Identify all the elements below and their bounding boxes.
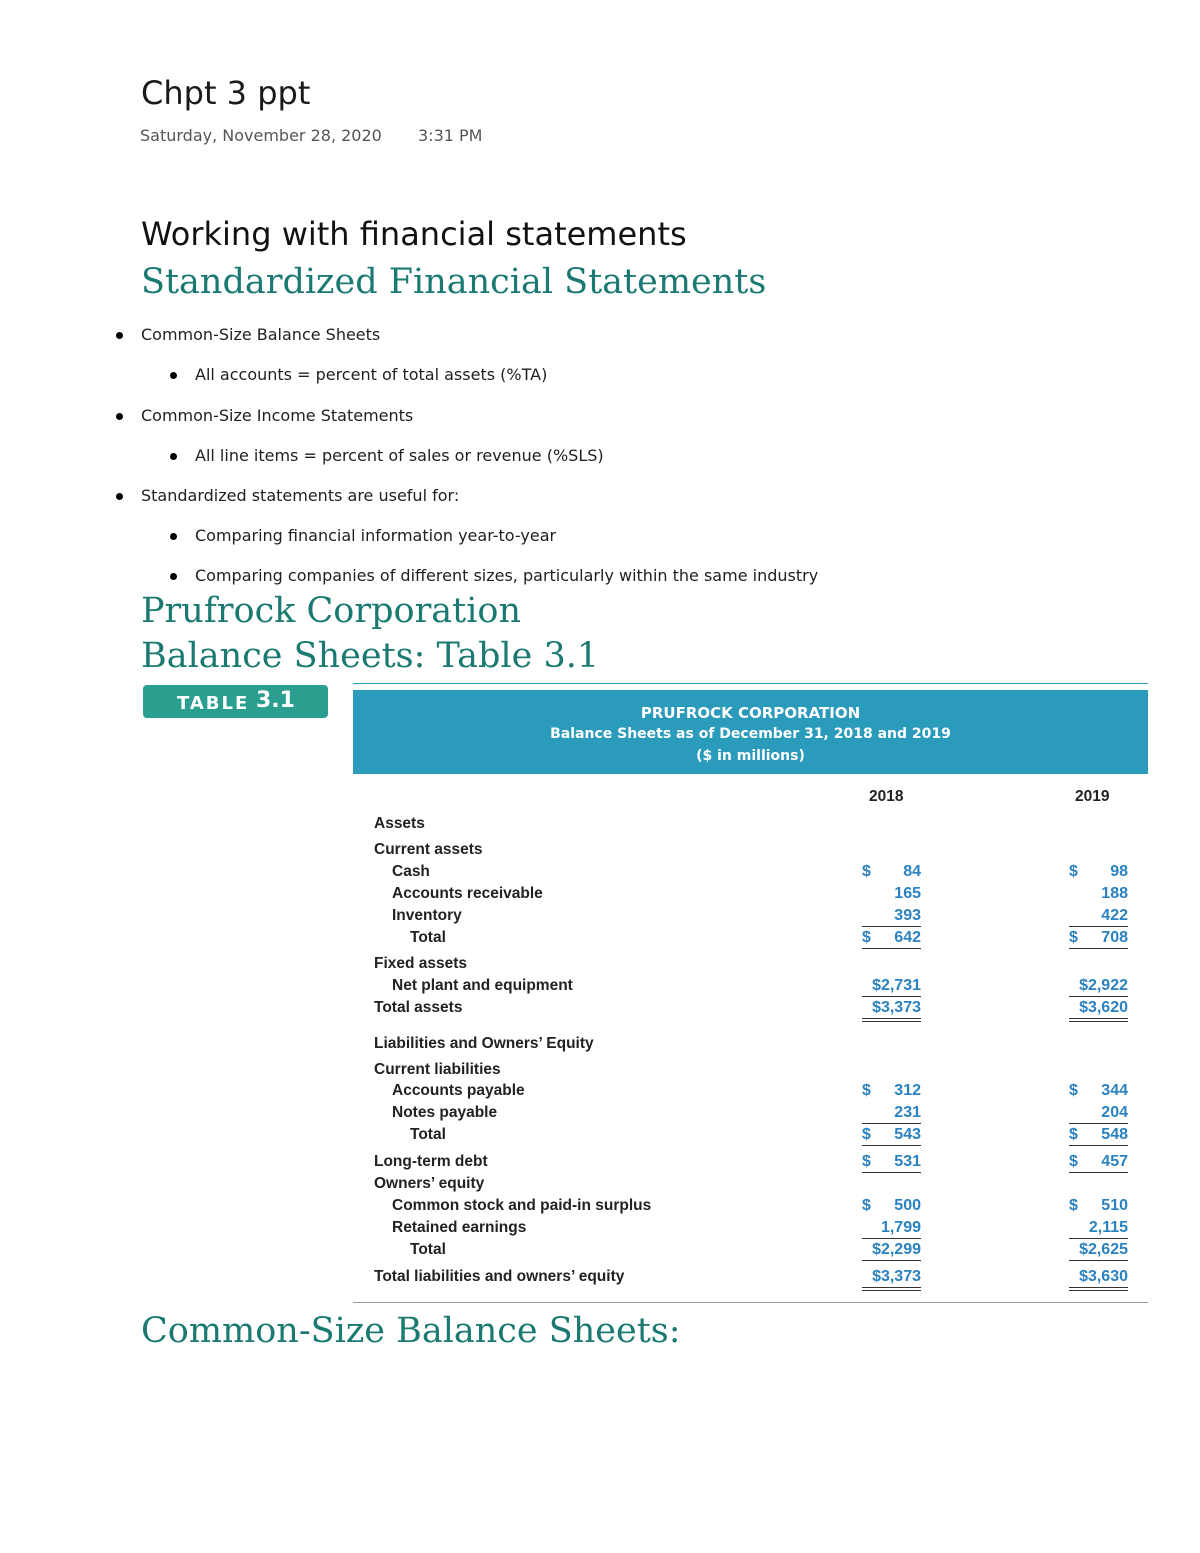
underline: [862, 1145, 921, 1146]
bullet-item: [141, 325, 380, 344]
value-text: $2,625: [1079, 1241, 1128, 1258]
row-label: Retained earnings: [392, 1219, 527, 1236]
bullet-item: [195, 526, 556, 545]
value-cell: [1069, 1219, 1128, 1239]
value-text: 204: [1101, 1104, 1128, 1121]
dollar-sign: $: [1069, 1197, 1078, 1214]
bullet-text: All accounts = percent of total assets (%TA): [195, 365, 548, 384]
value-text: 2,115: [1088, 1219, 1128, 1236]
row-label: Net plant and equipment: [392, 977, 573, 994]
value-text: 393: [894, 907, 921, 924]
value-cell: [862, 1268, 921, 1288]
row-label: Inventory: [392, 907, 462, 924]
page-time: 3:31 PM: [418, 126, 483, 145]
row-label: Total: [410, 1241, 446, 1258]
value-text: 231: [894, 1104, 921, 1121]
value-cell: [862, 1126, 921, 1146]
row-label: Common stock and paid-in surplus: [392, 1197, 652, 1214]
underline: [1069, 1238, 1128, 1239]
value-text: 165: [894, 885, 921, 902]
bullet-dot-icon: [116, 413, 123, 420]
underline: [1069, 1021, 1128, 1022]
underline: [862, 1123, 921, 1124]
bullet-item: [195, 446, 604, 465]
bullet-dot-icon: [170, 533, 177, 540]
row-label: Total assets: [374, 999, 463, 1016]
bullet-dot-icon: [116, 493, 123, 500]
value-text: 543: [894, 1126, 921, 1143]
bullet-dot-icon: [170, 372, 177, 379]
row-label: Accounts receivable: [392, 885, 543, 902]
underline: [1069, 1123, 1128, 1124]
value-cell: [1069, 929, 1128, 949]
row-label: Owners’ equity: [374, 1175, 485, 1192]
table-badge-word: TABLE: [177, 693, 250, 714]
value-cell: [1069, 1082, 1128, 1102]
row-label: Liabilities and Owners’ Equity: [374, 1035, 594, 1052]
value-text: 84: [903, 863, 921, 880]
table-badge-number: 3.1: [256, 688, 295, 713]
value-cell: [1069, 1197, 1128, 1217]
value-cell: [862, 1153, 921, 1173]
value-text: 1,799: [880, 1219, 921, 1236]
bullet-item: [141, 486, 459, 505]
underline: [1069, 1018, 1128, 1019]
underline: [862, 996, 921, 997]
dollar-sign: $: [1069, 1153, 1078, 1170]
heading-prufrock: Prufrock Corporation: [141, 591, 522, 631]
value-cell: [1069, 1126, 1128, 1146]
row-label: Long-term debt: [374, 1153, 488, 1170]
value-text: 422: [1101, 907, 1128, 924]
dollar-sign: $: [1069, 863, 1078, 880]
bullet-item: [195, 566, 818, 585]
value-text: 98: [1110, 863, 1128, 880]
bullet-dot-icon: [170, 573, 177, 580]
dollar-sign: $: [1069, 929, 1078, 946]
dollar-sign: $: [862, 1197, 871, 1214]
dollar-sign: $: [1069, 1126, 1078, 1143]
heading-standardized: Standardized Financial Statements: [141, 262, 767, 302]
underline: [1069, 926, 1128, 927]
value-cell: [1069, 1268, 1128, 1288]
value-cell: [1069, 907, 1128, 927]
table-top-rule: [353, 683, 1148, 684]
underline: [1069, 948, 1128, 949]
underline: [1069, 1290, 1128, 1291]
table-header-subtitle: Balance Sheets as of December 31, 2018 and 2019: [550, 726, 951, 742]
page-date: Saturday, November 28, 2020: [140, 126, 382, 145]
value-text: 312: [894, 1082, 921, 1099]
underline: [862, 1287, 921, 1288]
value-text: 188: [1101, 885, 1128, 902]
value-text: 642: [894, 929, 921, 946]
value-cell: [1069, 1104, 1128, 1124]
bullet-item: [195, 365, 547, 384]
underline: [862, 1290, 921, 1291]
underline: [862, 1260, 921, 1261]
row-label: Assets: [374, 815, 425, 832]
value-text: 510: [1101, 1197, 1128, 1214]
value-cell: [862, 863, 921, 883]
heading-common-size: Common-Size Balance Sheets:: [141, 1311, 681, 1351]
underline: [862, 926, 921, 927]
value-text: $2,299: [872, 1241, 921, 1258]
underline: [1069, 1260, 1128, 1261]
underline: [862, 948, 921, 949]
bullet-dot-icon: [170, 453, 177, 460]
row-label: Notes payable: [392, 1104, 498, 1121]
year-2019: 2019: [1075, 788, 1110, 805]
table-bottom-rule: [353, 1302, 1148, 1303]
heading-working: Working with financial statements: [141, 215, 687, 253]
dollar-sign: $: [862, 1153, 871, 1170]
value-cell: [862, 1241, 921, 1261]
dollar-sign: $: [862, 1082, 871, 1099]
value-text: 344: [1101, 1082, 1128, 1099]
value-cell: [862, 885, 921, 905]
dollar-sign: $: [1069, 1082, 1078, 1099]
value-cell: [862, 977, 921, 997]
bullet-text: Common-Size Balance Sheets: [141, 325, 381, 344]
underline: [1069, 1287, 1128, 1288]
value-cell: [1069, 1241, 1128, 1261]
row-label: Total: [410, 1126, 446, 1143]
dollar-sign: $: [862, 929, 871, 946]
value-cell: [862, 1104, 921, 1124]
bullet-dot-icon: [116, 332, 123, 339]
underline: [862, 1238, 921, 1239]
value-cell: [862, 1197, 921, 1217]
value-text: 531: [894, 1153, 921, 1170]
value-text: 708: [1101, 929, 1128, 946]
dollar-sign: $: [862, 1126, 871, 1143]
value-text: $3,630: [1079, 1268, 1128, 1285]
table-header-title: PRUFROCK CORPORATION: [640, 704, 861, 722]
value-cell: [862, 907, 921, 927]
table-header-units: ($ in millions): [696, 748, 805, 764]
underline: [1069, 996, 1128, 997]
row-label: Current liabilities: [374, 1061, 501, 1078]
value-cell: [862, 999, 921, 1019]
underline: [1069, 1145, 1128, 1146]
value-cell: [1069, 1153, 1128, 1173]
underline: [862, 1018, 921, 1019]
table-badge: [143, 685, 328, 718]
bullet-text: Common-Size Income Statements: [141, 406, 414, 425]
underline: [1069, 1172, 1128, 1173]
underline: [862, 1172, 921, 1173]
row-label: Accounts payable: [392, 1082, 525, 1099]
value-text: $3,620: [1079, 999, 1128, 1016]
bullet-text: All line items = percent of sales or revenue (%SLS): [195, 446, 604, 465]
bullet-text: Comparing financial information year-to-year: [195, 526, 557, 545]
value-cell: [1069, 885, 1128, 905]
value-text: $3,373: [872, 999, 921, 1016]
page-title: Chpt 3 ppt: [141, 74, 311, 112]
value-text: $2,922: [1079, 977, 1128, 994]
row-label: Total: [410, 929, 446, 946]
value-text: 457: [1101, 1153, 1128, 1170]
value-cell: [862, 1082, 921, 1102]
value-cell: [862, 929, 921, 949]
heading-balance-sheets: Balance Sheets: Table 3.1: [141, 636, 600, 676]
table-header: [353, 690, 1148, 774]
value-text: $2,731: [872, 977, 921, 994]
row-label: Fixed assets: [374, 955, 468, 972]
underline: [862, 1021, 921, 1022]
year-2018: 2018: [869, 788, 904, 805]
value-cell: [1069, 977, 1128, 997]
row-label: Cash: [392, 863, 430, 880]
value-cell: [1069, 999, 1128, 1019]
value-cell: [862, 1219, 921, 1239]
bullet-item: [141, 406, 413, 425]
dollar-sign: $: [862, 863, 871, 880]
bullet-text: Standardized statements are useful for:: [141, 486, 460, 505]
value-text: 500: [894, 1197, 921, 1214]
row-label: Total liabilities and owners’ equity: [374, 1268, 625, 1285]
value-text: $3,373: [872, 1268, 921, 1285]
value-cell: [1069, 863, 1128, 883]
row-label: Current assets: [374, 841, 483, 858]
bullet-text: Comparing companies of different sizes, particularly within the same industry: [195, 566, 819, 585]
value-text: 548: [1101, 1126, 1128, 1143]
